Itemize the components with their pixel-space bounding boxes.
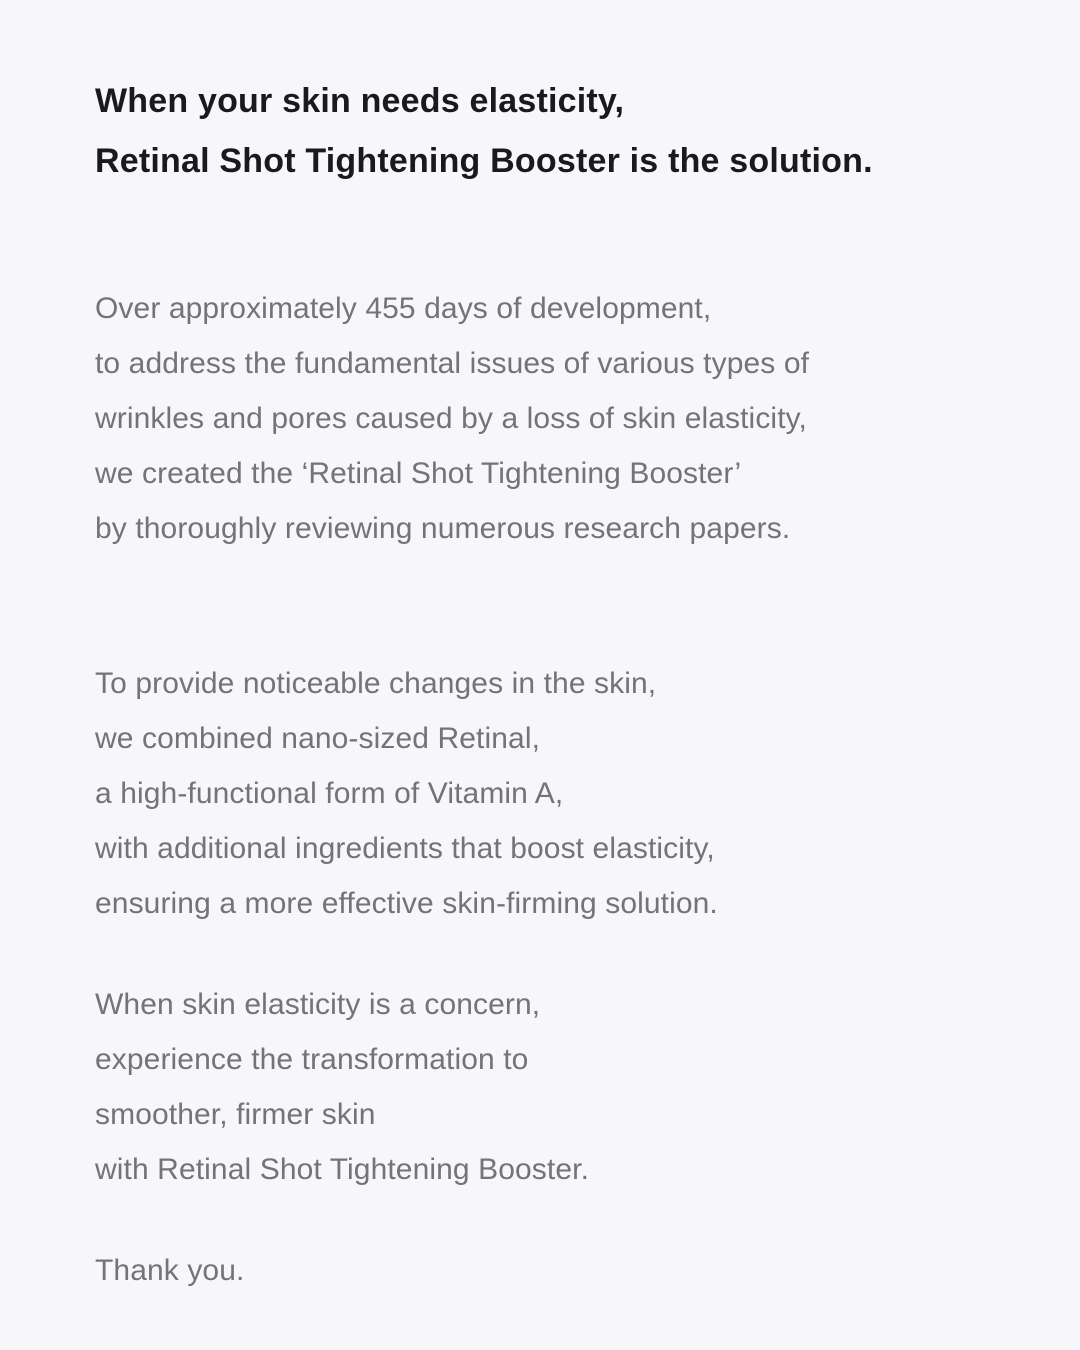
paragraph-line: ensuring a more effective skin-firming solution. — [95, 887, 718, 920]
paragraph-line: we combined nano-sized Retinal, — [95, 722, 541, 755]
paragraph-line: by thoroughly reviewing numerous research papers. — [95, 512, 791, 545]
paragraph-line: with Retinal Shot Tightening Booster. — [95, 1153, 589, 1186]
paragraph-line: Over approximately 455 days of development, — [95, 292, 712, 325]
paragraph-line: with additional ingredients that boost elasticity, — [95, 832, 715, 865]
headline-line-2: Retinal Shot Tightening Booster is the solution. — [95, 142, 873, 180]
paragraph-ingredients — [95, 656, 1030, 931]
page-title — [95, 0, 1030, 191]
content-column — [95, 0, 1030, 1298]
paragraph-line: experience the transformation to — [95, 1043, 529, 1076]
paragraph-line: To provide noticeable changes in the skin, — [95, 667, 657, 700]
paragraph-line: to address the fundamental issues of various types of — [95, 347, 810, 380]
paragraph-line: a high-functional form of Vitamin A, — [95, 777, 564, 810]
paragraph-development — [95, 281, 1030, 556]
paragraph-line: smoother, firmer skin — [95, 1098, 376, 1131]
paragraph-invitation — [95, 977, 1030, 1197]
paragraph-line: Thank you. — [95, 1254, 245, 1287]
paragraph-line: When skin elasticity is a concern, — [95, 988, 541, 1021]
paragraph-line: wrinkles and pores caused by a loss of skin elasticity, — [95, 402, 807, 435]
paragraph-line: we created the ‘Retinal Shot Tightening Booster’ — [95, 457, 742, 490]
closing-text — [95, 1243, 1030, 1298]
headline-line-1: When your skin needs elasticity, — [95, 82, 625, 120]
